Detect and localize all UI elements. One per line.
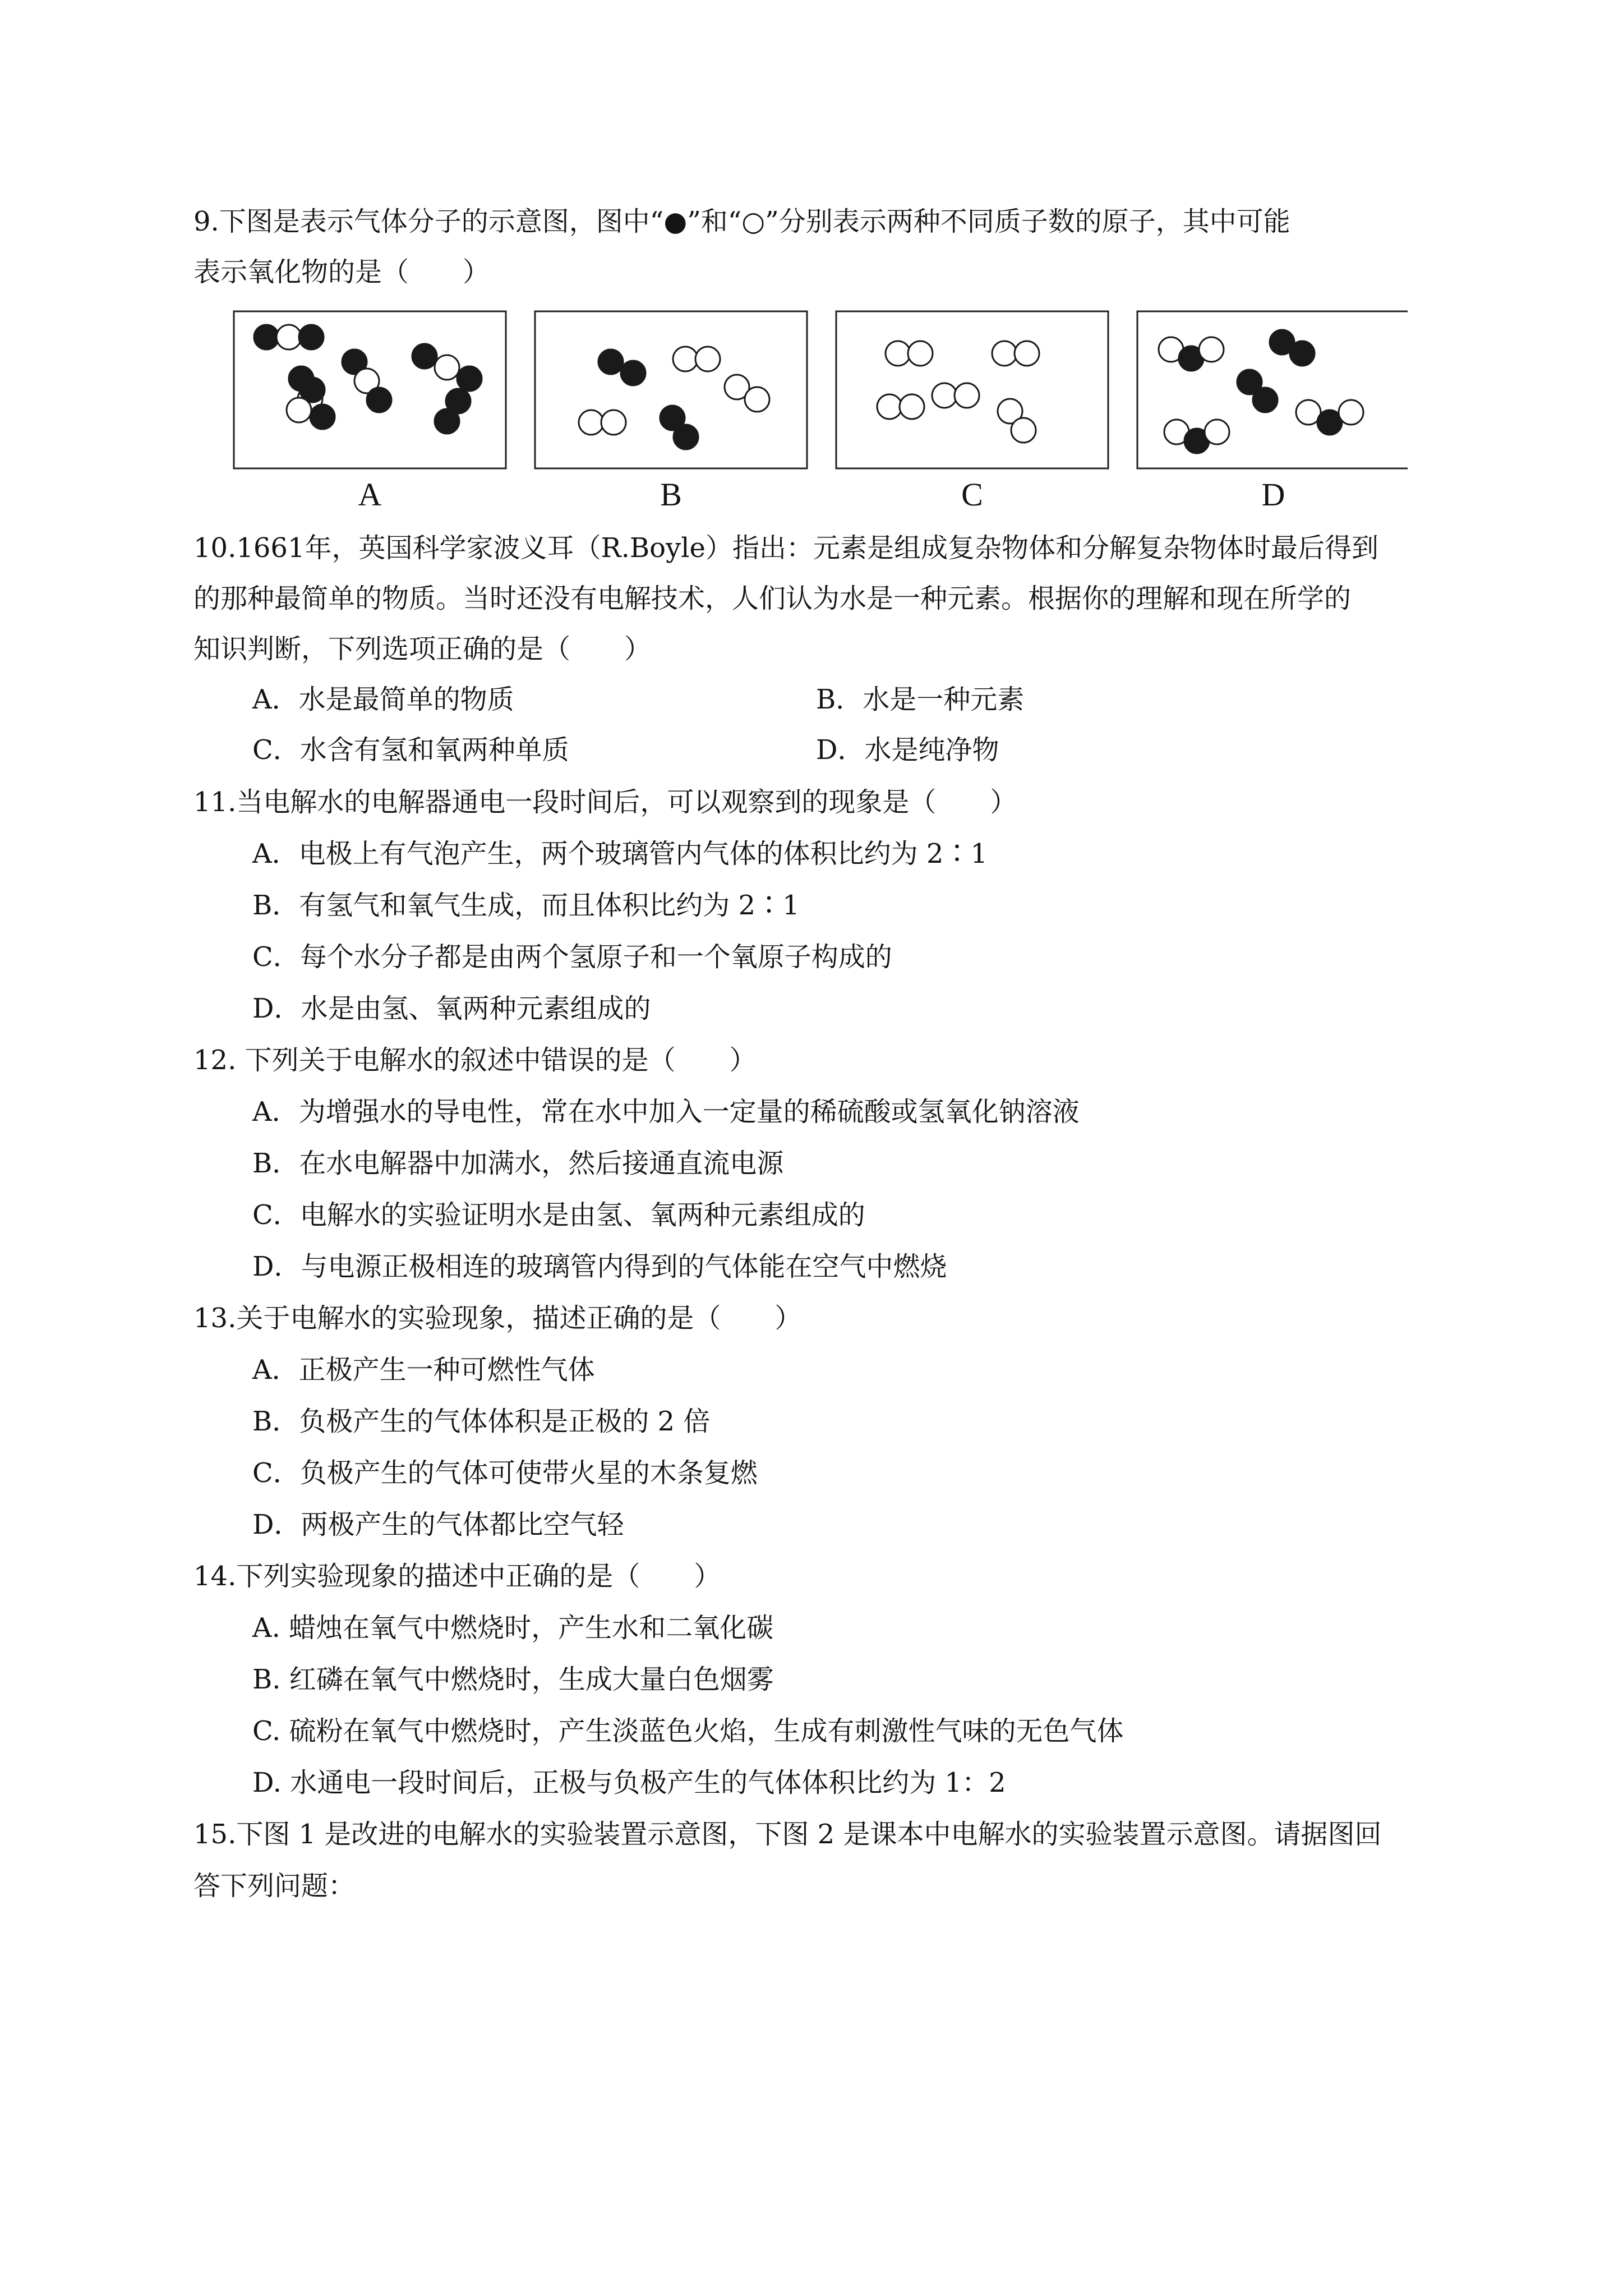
q13-option-c: C．负极产生的气体可使带火星的木条复燃 <box>252 1457 758 1489</box>
q12-option-c: C．电解水的实验证明水是由氢、氧两种元素组成的 <box>252 1199 865 1231</box>
filled-atom <box>299 325 324 349</box>
molecule <box>412 344 482 391</box>
filled-atom <box>674 425 698 449</box>
molecule <box>254 325 324 349</box>
molecule <box>598 349 645 385</box>
hollow-atom <box>695 347 720 371</box>
molecule <box>886 341 933 366</box>
q15-stem-line1: 15.下图 1 是改进的电解水的实验装置示意图，下图 2 是课本中电解水的实验装置示意图。请据图回 <box>193 1819 1382 1850</box>
q11-stem: 11.当电解水的电解器通电一段时间后，可以观察到的现象是（ ） <box>193 786 1017 818</box>
hollow-atom <box>601 410 626 435</box>
molecule <box>932 383 979 408</box>
q10-option-d: D．水是纯净物 <box>816 734 999 766</box>
molecule <box>1164 420 1229 453</box>
hollow-atom <box>673 347 698 371</box>
q13-option-a: A．正极产生一种可燃性气体 <box>252 1354 595 1386</box>
panel-label-d: D <box>1261 476 1285 512</box>
molecule <box>1237 370 1278 412</box>
q14-option-b: B. 红磷在氧气中燃烧时，生成大量白色烟雾 <box>252 1664 774 1695</box>
hollow-atom <box>435 355 459 380</box>
molecule <box>1270 330 1315 366</box>
hollow-atom <box>1199 337 1224 362</box>
hollow-atom <box>877 394 902 419</box>
q14-stem: 14.下列实验现象的描述中正确的是（ ） <box>193 1561 721 1592</box>
molecule <box>435 389 471 434</box>
filled-atom <box>1290 341 1315 366</box>
molecule <box>579 410 626 435</box>
hollow-atom <box>1011 418 1036 443</box>
molecule <box>992 341 1039 366</box>
hollow-atom <box>1015 341 1039 366</box>
hollow-atom <box>1339 400 1363 425</box>
q10-stem-line2: 的那种最简单的物质。当时还没有电解技术，人们认为水是一种元素。根据你的理解和现在所学的 <box>193 583 1352 614</box>
filled-atom <box>254 325 279 349</box>
molecule <box>673 347 720 371</box>
filled-atom <box>412 344 437 369</box>
q13-stem: 13.关于电解水的实验现象，描述正确的是（ ） <box>193 1303 802 1334</box>
q10-stem-line3: 知识判断，下列选项正确的是（ ） <box>193 633 652 665</box>
filled-atom <box>457 366 482 391</box>
panel-label-b: B <box>660 476 682 512</box>
hollow-atom <box>886 341 910 366</box>
q10-option-b: B．水是一种元素 <box>816 684 1025 715</box>
q9-molecule-figure <box>233 310 1408 512</box>
q9-stem-line2: 表示氧化物的是（ ） <box>193 256 490 288</box>
molecule <box>1159 337 1224 371</box>
hollow-atom <box>579 410 603 435</box>
q11-option-d: D．水是由氢、氧两种元素组成的 <box>252 993 651 1024</box>
filled-atom <box>310 404 335 429</box>
hollow-atom <box>932 383 957 408</box>
filled-atom <box>621 361 645 385</box>
hollow-atom <box>745 387 769 412</box>
panel-label-a: A <box>358 476 382 512</box>
filled-atom <box>367 388 391 412</box>
q13-option-d: D．两极产生的气体都比空气轻 <box>252 1509 624 1540</box>
molecule <box>998 399 1036 443</box>
hollow-atom <box>276 325 301 349</box>
molecule <box>660 406 698 449</box>
molecule-panel-b <box>535 311 807 468</box>
hollow-atom <box>955 383 979 408</box>
q11-option-c: C．每个水分子都是由两个氢原子和一个氧原子构成的 <box>252 941 892 973</box>
hollow-atom <box>992 341 1017 366</box>
molecule <box>1296 400 1363 435</box>
molecule <box>877 394 924 419</box>
q12-option-b: B．在水电解器中加满水，然后接通直流电源 <box>252 1148 784 1179</box>
molecule <box>342 349 391 412</box>
filled-atom <box>1253 388 1278 412</box>
q15-stem-line2: 答下列问题： <box>193 1870 356 1902</box>
q13-option-b: B．负极产生的气体体积是正极的 2 倍 <box>252 1406 711 1437</box>
hollow-atom <box>900 394 924 419</box>
hollow-atom <box>908 341 933 366</box>
q14-option-d: D. 水通电一段时间后，正极与负极产生的气体体积比约为 1：2 <box>252 1767 1006 1798</box>
hollow-atom <box>1205 420 1229 444</box>
q10-option-a: A．水是最简单的物质 <box>252 684 514 715</box>
q12-stem: 12. 下列关于电解水的叙述中错误的是（ ） <box>193 1045 757 1076</box>
q9-stem-line1: 9.下图是表示气体分子的示意图，图中“●”和“○”分别表示两种不同质子数的原子，其中可能 <box>193 206 1290 237</box>
q12-option-a: A．为增强水的导电性，常在水中加入一定量的稀硫酸或氢氧化钠溶液 <box>252 1096 1080 1128</box>
q14-option-c: C. 硫粉在氧气中燃烧时，产生淡蓝色火焰，生成有刺激性气味的无色气体 <box>252 1715 1124 1747</box>
molecule <box>725 375 769 412</box>
q11-option-b: B．有氢气和氧气生成，而且体积比约为 2∶1 <box>252 890 800 921</box>
hollow-atom <box>287 398 311 422</box>
q10-option-c: C．水含有氢和氧两种单质 <box>252 734 569 766</box>
q14-option-a: A. 蜡烛在氧气中燃烧时，产生水和二氧化碳 <box>252 1612 774 1644</box>
filled-atom <box>598 349 623 374</box>
q11-option-a: A．电极上有气泡产生，两个玻璃管内气体的体积比约为 2∶1 <box>252 838 988 869</box>
q10-stem-line1: 10.1661年，英国科学家波义耳（R.Boyle）指出：元素是组成复杂物体和分解复杂物体时最后得到 <box>193 532 1378 564</box>
filled-atom <box>435 409 459 434</box>
panel-label-c: C <box>961 476 983 512</box>
q12-option-d: D．与电源正极相连的玻璃管内得到的气体能在空气中燃烧 <box>252 1251 947 1282</box>
